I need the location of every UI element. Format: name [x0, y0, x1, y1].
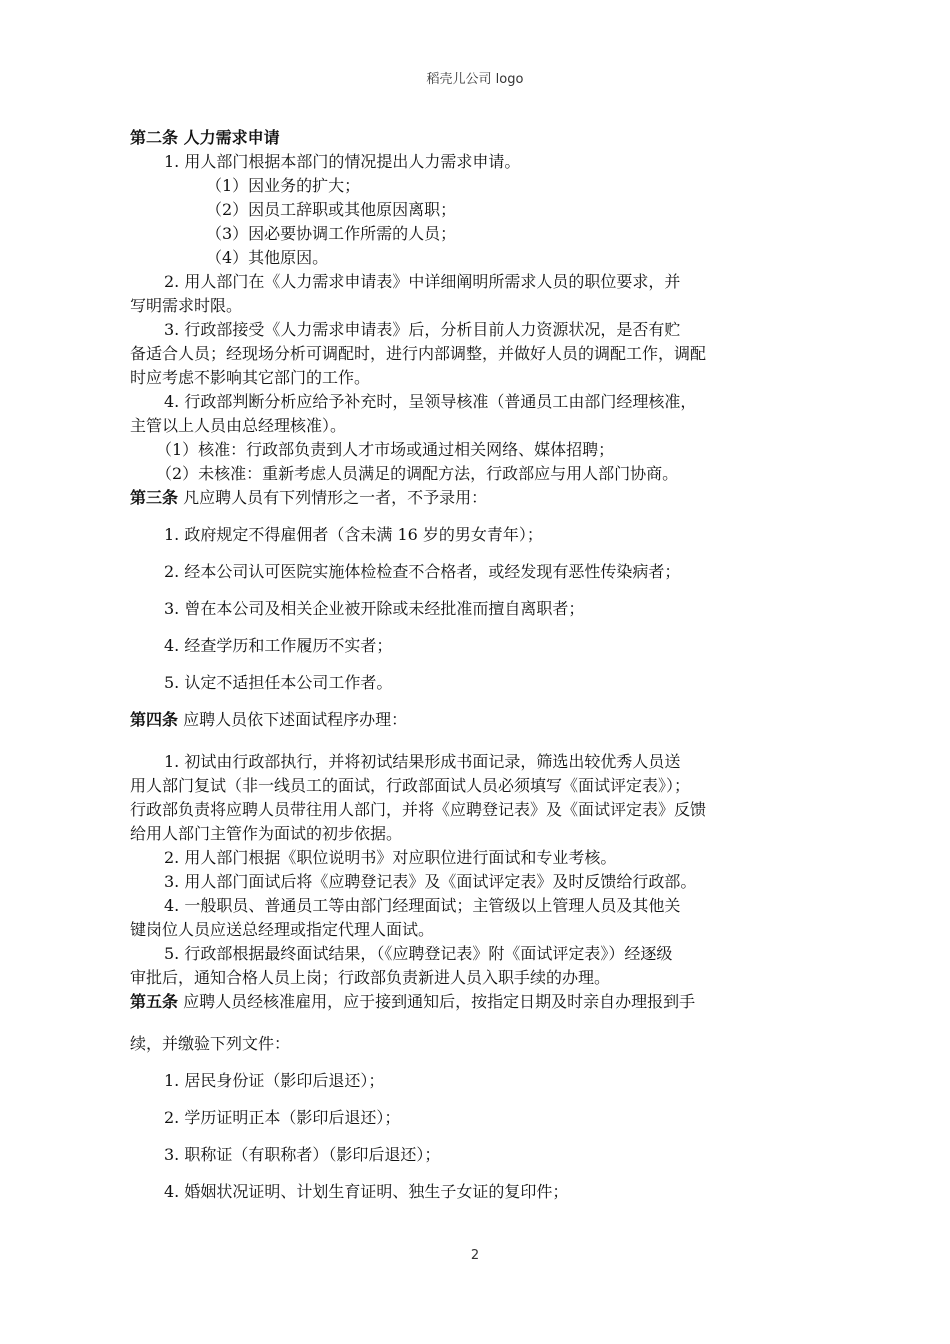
page-header: 稻壳儿公司 logo — [426, 72, 524, 87]
article-5-text: 应聘人员经核准雇用，应于接到通知后，按指定日期及时亲自办理报到手 — [178, 992, 696, 1011]
art4-paragraph-5: 5. 行政部根据最终面试结果，（《应聘登记表》附《面试评定表》）经逐级 — [164, 944, 673, 963]
article-3-label: 第三条 — [130, 488, 179, 507]
art2-paragraph-1: 1. 用人部门根据本部门的情况提出人力需求申请。 — [164, 152, 521, 171]
art2-item-1: （1）因业务的扩大； — [206, 176, 361, 195]
art3-item-5: 5. 认定不适担任本公司工作者。 — [164, 673, 393, 692]
art2-paragraph-3-cont: 备适合人员；经现场分析可调配时，进行内部调整，并做好人员的调配工作，调配 — [130, 344, 707, 363]
art2-sub-2: （2）未核准：重新考虑人员满足的调配方法，行政部应与用人部门协商。 — [156, 464, 679, 483]
art5-item-3: 3. 职称证（有职称者）（影印后退还）； — [164, 1145, 441, 1164]
art4-paragraph-3: 3. 用人部门面试后将《应聘登记表》及《面试评定表》及时反馈给行政部。 — [164, 872, 697, 891]
article-4-heading — [130, 708, 840, 732]
art4-paragraph-1-cont: 行政部负责将应聘人员带往用人部门，并将《应聘登记表》及《面试评定表》反馈 — [130, 800, 707, 819]
art3-item-2: 2. 经本公司认可医院实施体检检查不合格者，或经发现有恶性传染病者； — [164, 562, 681, 581]
art4-paragraph-5-cont: 审批后，通知合格人员上岗；行政部负责新进人员入职手续的办理。 — [130, 968, 611, 987]
art5-item-4: 4. 婚姻状况证明、计划生育证明、独生子女证的复印件； — [164, 1182, 569, 1201]
art2-paragraph-3-cont: 时应考虑不影响其它部门的工作。 — [130, 368, 371, 387]
art4-paragraph-2: 2. 用人部门根据《职位说明书》对应职位进行面试和专业考核。 — [164, 848, 617, 867]
art3-item-4: 4. 经查学历和工作履历不实者； — [164, 636, 393, 655]
art4-paragraph-1-cont: 给用人部门主管作为面试的初步依据。 — [130, 824, 403, 843]
art4-paragraph-4: 4. 一般职员、普通员工等由部门经理面试；主管级以上管理人员及其他关 — [164, 896, 681, 915]
article-3-text: 凡应聘人员有下列情形之一者，不予录用： — [178, 488, 488, 507]
art2-sub-1: （1）核准：行政部负责到人才市场或通过相关网络、媒体招聘； — [156, 440, 615, 459]
art2-paragraph-4: 4. 行政部判断分析应给予补充时，呈领导核准（普通员工由部门经理核准， — [164, 392, 697, 411]
art3-item-1: 1. 政府规定不得雇佣者（含未满 16 岁的男女青年）； — [164, 525, 543, 544]
art2-paragraph-3: 3. 行政部接受《人力需求申请表》后，分析目前人力资源状况，是否有贮 — [164, 320, 681, 339]
art2-item-2: （2）因员工辞职或其他原因离职； — [206, 200, 457, 219]
art2-item-4: （4）其他原因。 — [206, 248, 329, 267]
art3-item-3: 3. 曾在本公司及相关企业被开除或未经批准而擅自离职者； — [164, 599, 585, 618]
document-body — [130, 126, 840, 1204]
article-5-text-cont: 续，并缴验下列文件： — [130, 1034, 291, 1053]
article-4-text: 应聘人员依下述面试程序办理： — [178, 710, 408, 729]
art4-paragraph-1-cont: 用人部门复试（非一线员工的面试，行政部面试人员必须填写《面试评定表》）； — [130, 776, 691, 795]
article-5-heading — [130, 990, 840, 1014]
art5-item-1: 1. 居民身份证（影印后退还）； — [164, 1071, 385, 1090]
art4-paragraph-4-cont: 键岗位人员应送总经理或指定代理人面试。 — [130, 920, 435, 939]
art2-item-3: （3）因必要协调工作所需的人员； — [206, 224, 457, 243]
article-4-label: 第四条 — [130, 710, 179, 729]
art4-paragraph-1: 1. 初试由行政部执行，并将初试结果形成书面记录，筛选出较优秀人员送 — [164, 752, 681, 771]
art2-paragraph-2: 2. 用人部门在《人力需求申请表》中详细阐明所需求人员的职位要求，并 — [164, 272, 681, 291]
article-2-heading: 第二条 人力需求申请 — [130, 128, 280, 147]
art5-item-2: 2. 学历证明正本（影印后退还）； — [164, 1108, 401, 1127]
article-5-label: 第五条 — [130, 992, 179, 1011]
art2-paragraph-2-cont: 写明需求时限。 — [130, 296, 243, 315]
article-3-heading — [130, 486, 840, 510]
page-number: 2 — [470, 1248, 480, 1263]
art2-paragraph-4-cont: 主管以上人员由总经理核准）。 — [130, 416, 347, 435]
